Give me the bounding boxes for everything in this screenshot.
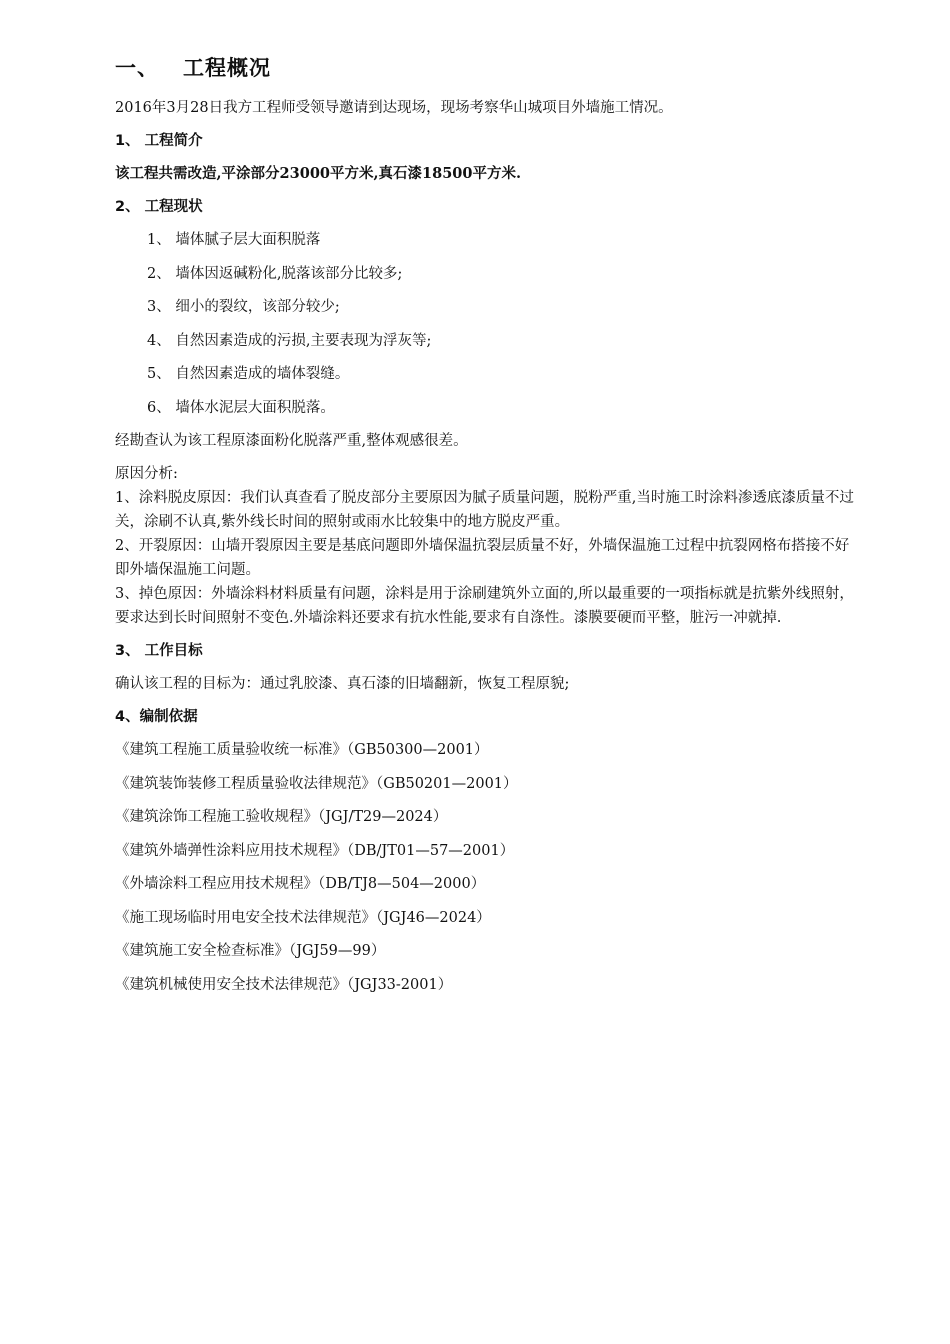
section-4-heading: 4、编制依据 <box>115 709 198 725</box>
section-3-text: 确认该工程的目标为：通过乳胶漆、真石漆的旧墙翻新，恢复工程原貌; <box>115 676 570 692</box>
reason-paragraph: 2、开裂原因：山墙开裂原因主要是基底问题即外墙保温抗裂层质量不好，外墙保温施工过程中抗裂网格布搭接不好即外墙保温施工问题。 <box>115 538 850 578</box>
reference-item: 《建筑装饰装修工程质量验收法律规范》（GB50201—2001） <box>115 775 518 792</box>
analysis-label: 原因分析: <box>115 466 178 482</box>
reference-item: 《建筑外墙弹性涂料应用技术规程》（DB/JT01—57—2001） <box>115 842 515 859</box>
status-list <box>115 228 860 420</box>
survey-conclusion: 经勘查认为该工程原漆面粉化脱落严重,整体观感很差。 <box>115 433 468 449</box>
list-item: 1、 墙体腻子层大面积脱落 <box>147 232 321 248</box>
reference-item: 《外墙涂料工程应用技术规程》（DB/TJ8—504—2000） <box>115 876 486 892</box>
list-item: 2、 墙体因返碱粉化,脱落该部分比较多; <box>147 265 403 282</box>
section-2-heading: 2、 工程现状 <box>115 199 203 215</box>
title-text: 工程概况 <box>183 56 271 80</box>
section-1-heading: 1、 工程简介 <box>115 133 203 149</box>
reference-item: 《建筑工程施工质量验收统一标准》（GB50300—2001） <box>115 742 489 758</box>
page-title <box>115 52 860 82</box>
reason-paragraph: 3、掉色原因：外墙涂料材料质量有问题，涂料是用于涂刷建筑外立面的,所以最重要的一项指标就是抗紫外线照射，要求达到长时间照射不变色.外墙涂料还要求有抗水性能,要求有自涤性。漆膜要硬而平整，脏污一冲就掉. <box>115 586 854 626</box>
reference-item: 《建筑涂饰工程施工验收规程》（JGJ/T29—2024） <box>115 809 448 825</box>
section-1-text: 该工程共需改造,平涂部分23000平方米,真石漆18500平方米. <box>115 165 522 182</box>
list-item: 5、 自然因素造成的墙体裂缝。 <box>147 366 350 382</box>
list-item: 4、 自然因素造成的污损,主要表现为浮灰等; <box>147 332 432 349</box>
reference-item: 《建筑机械使用安全技术法律规范》（JGJ33-2001） <box>115 976 453 993</box>
section-3-heading: 3、 工作目标 <box>115 643 203 659</box>
intro-paragraph: 2016年3月28日我方工程师受领导邀请到达现场，现场考察华山城项目外墙施工情况。 <box>115 100 673 116</box>
reference-list <box>115 738 860 997</box>
list-item: 3、 细小的裂纹，该部分较少; <box>147 299 340 315</box>
list-item: 6、 墙体水泥层大面积脱落。 <box>147 399 335 416</box>
reason-paragraph: 1、涂料脱皮原因：我们认真查看了脱皮部分主要原因为腻子质量问题，脱粉严重,当时施工时涂料渗透底漆质量不过关，涂刷不认真,紫外线长时间的照射或雨水比较集中的地方脱皮严重。 <box>115 490 854 530</box>
reference-item: 《施工现场临时用电安全技术法律规范》（JGJ46—2024） <box>115 909 491 926</box>
title-number: 一、 <box>115 56 159 80</box>
reference-item: 《建筑施工安全检查标准》（JGJ59—99） <box>115 943 386 959</box>
